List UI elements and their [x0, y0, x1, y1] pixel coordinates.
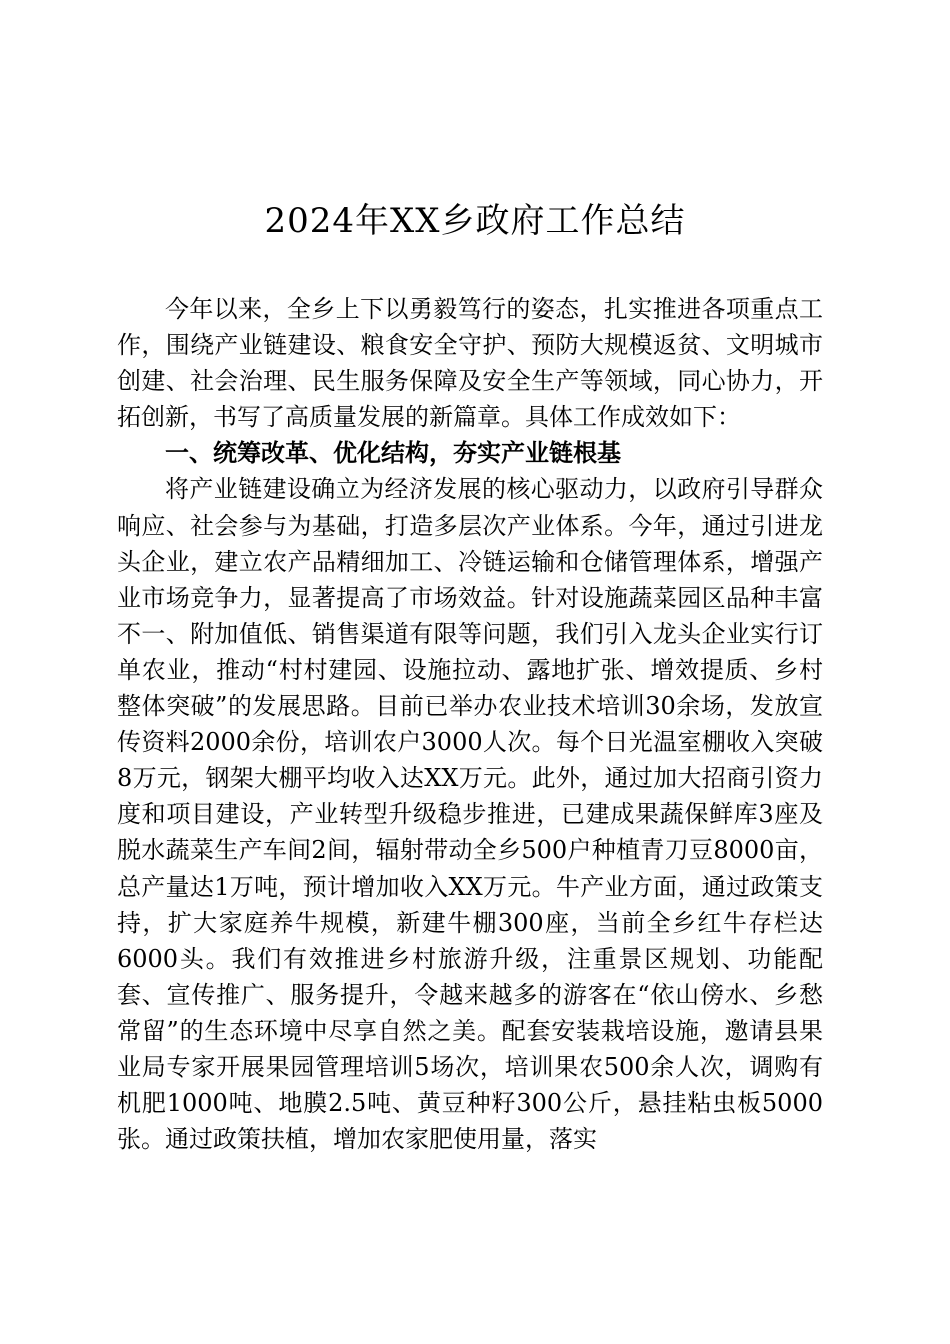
intro-paragraph: 今年以来，全乡上下以勇毅笃行的姿态，扎实推进各项重点工作，围绕产业链建设、粮食安全守护、预防大规模返贫、文明城市创建、社会治理、民生服务保障及安全生产等领域，同心协力，开拓创新，书写了高质量发展的新篇章。具体工作成效如下： [117, 295, 823, 432]
section-heading-1: 一、统筹改革、优化结构，夯实产业链根基 [165, 439, 621, 468]
section-1-paragraph: 将产业链建设确立为经济发展的核心驱动力，以政府引导群众响应、社会参与为基础，打造多层次产业体系。今年，通过引进龙头企业，建立农产品精细加工、冷链运输和仓储管理体系，增强产业市场竞争力，显著提高了市场效益。针对设施蔬菜园区品种丰富不一、附加值低、销售渠道有限等问题，我们引入龙头企业实行订单农业，推动“村村建园、设施拉动、露地扩张、增效提质、乡村整体突破”的发展思路。目前已举办农业技术培训30余场，发放宣传资料2000余份，培训农户3000人次。每个日光温室棚收入突破8万元，钢架大棚平均收入达XX万元。此外，通过加大招商引资力度和项目建设，产业转型升级稳步推进，已建成果蔬保鲜库3座及脱水蔬菜生产车间2间，辐射带动全乡500户种植青刀豆8000亩，总产量达1万吨，预计增加收入XX万元。牛产业方面，通过政策支持，扩大家庭养牛规模，新建牛棚300座，当前全乡红牛存栏达6000头。我们有效推进乡村旅游升级，注重景区规划、功能配套、宣传推广、服务提升，令越来越多的游客在“依山傍水、乡愁常留”的生态环境中尽享自然之美。配套安装栽培设施，邀请县果业局专家开展果园管理培训5场次，培训果农500余人次，调购有机肥1000吨、地膜2.5吨、黄豆种籽300公斤，悬挂粘虫板5000张。通过政策扶植，增加农家肥使用量，落实 [117, 475, 823, 1154]
document-body [117, 291, 823, 1157]
document-title: 2024年XX乡政府工作总结 [264, 201, 686, 241]
